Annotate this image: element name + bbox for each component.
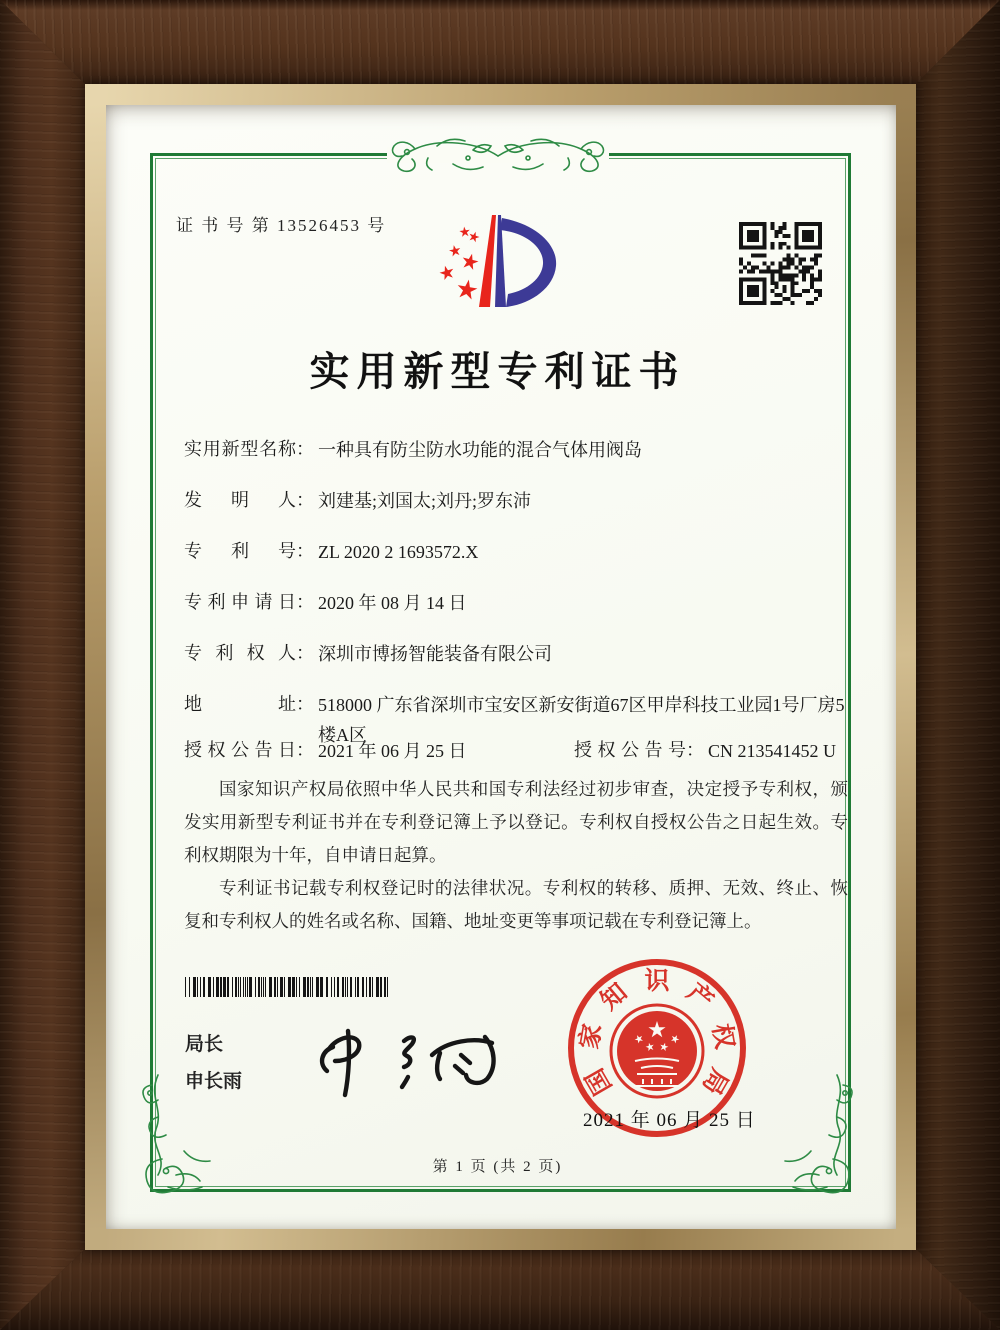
legal-paragraph: 专利证书记载专利权登记时的法律状况。专利权的转移、质押、无效、终止、恢复和专利权人的姓名或名称、国籍、地址变更等事项记载在专利登记簿上。 — [184, 878, 848, 931]
seal-char: 权 — [707, 1021, 738, 1052]
field-row — [184, 486, 852, 516]
field-label: 发明人 — [184, 490, 296, 510]
field-colon: ： — [296, 490, 314, 510]
seal-char: 国 — [581, 1063, 618, 1099]
field-label: 专利号 — [184, 541, 296, 561]
qr-code-icon — [739, 222, 822, 305]
field-label: 实用新型名称 — [184, 439, 296, 459]
field-value: 518000 广东省深圳市宝安区新安街道67区甲岸科技工业园1号厂房5楼A区 — [318, 695, 845, 745]
field-value: 一种具有防尘防水功能的混合气体用阀岛 — [318, 440, 642, 460]
field-colon: ： — [296, 694, 314, 714]
field-colon: ： — [296, 643, 314, 663]
commissioner-name: 申长雨 — [185, 1071, 243, 1092]
certificate-number: 证 书 号 第 13526453 号 — [176, 216, 387, 235]
frame-wood-right — [915, 0, 1000, 1330]
cnipa-logo-icon — [434, 205, 566, 317]
field-row — [184, 588, 852, 618]
field-colon: ： — [296, 541, 314, 561]
seal-char: 产 — [681, 978, 718, 1016]
field-label: 地址 — [184, 694, 296, 714]
field-label: 专利权人 — [184, 643, 296, 663]
field-value: 刘建基;刘国太;刘丹;罗东沛 — [318, 491, 532, 511]
field-value: ZL 2020 2 1693572.X — [318, 542, 479, 562]
seal-char: 知 — [595, 978, 633, 1016]
certificate-title: 实用新型专利证书 — [309, 349, 686, 394]
seal-date: 2021 年 06 月 25 日 — [583, 1110, 756, 1131]
field-row — [184, 736, 852, 766]
seal-char: 家 — [576, 1021, 607, 1052]
field-value: 2020 年 08 月 14 日 — [318, 593, 467, 613]
field-row — [184, 435, 852, 465]
signature-icon — [289, 993, 509, 1113]
field-value: 2021 年 06 月 25 日 — [318, 741, 467, 761]
frame-wood-top — [0, 0, 1000, 85]
commissioner-title: 局长 — [185, 1034, 224, 1055]
field-value: 深圳市博扬智能装备有限公司 — [318, 644, 552, 664]
field-label: 授权公告号 — [574, 740, 686, 760]
seal-char: 识 — [644, 968, 670, 995]
frame-wood-bottom — [0, 1248, 1000, 1330]
field-colon: ： — [296, 439, 314, 459]
field-label: 专利申请日 — [184, 592, 296, 612]
national-emblem-icon — [607, 1001, 707, 1101]
frame-wood-left — [0, 0, 86, 1330]
field-colon: ： — [686, 740, 704, 760]
commissioner-block — [185, 1026, 242, 1100]
certificate-paper — [106, 105, 896, 1229]
page-number: 第 1 页 (共 2 页) — [432, 1159, 563, 1175]
certificate-fields — [184, 435, 852, 787]
field-label: 授权公告日 — [184, 740, 296, 760]
field-colon: ： — [296, 592, 314, 612]
seal-char: 局 — [696, 1063, 733, 1099]
legal-paragraphs — [184, 773, 848, 938]
field-colon: ： — [296, 740, 314, 760]
legal-paragraph: 国家知识产权局依照中华人民共和国专利法经过初步审查，决定授予专利权，颁发实用新型专利证书并在专利登记簿上予以登记。专利权自授权公告之日起生效。专利权期限为十年，自申请日起算。 — [184, 779, 848, 865]
field-value: CN 213541452 U — [708, 741, 837, 761]
field-row — [184, 537, 852, 567]
field-row — [184, 639, 852, 669]
